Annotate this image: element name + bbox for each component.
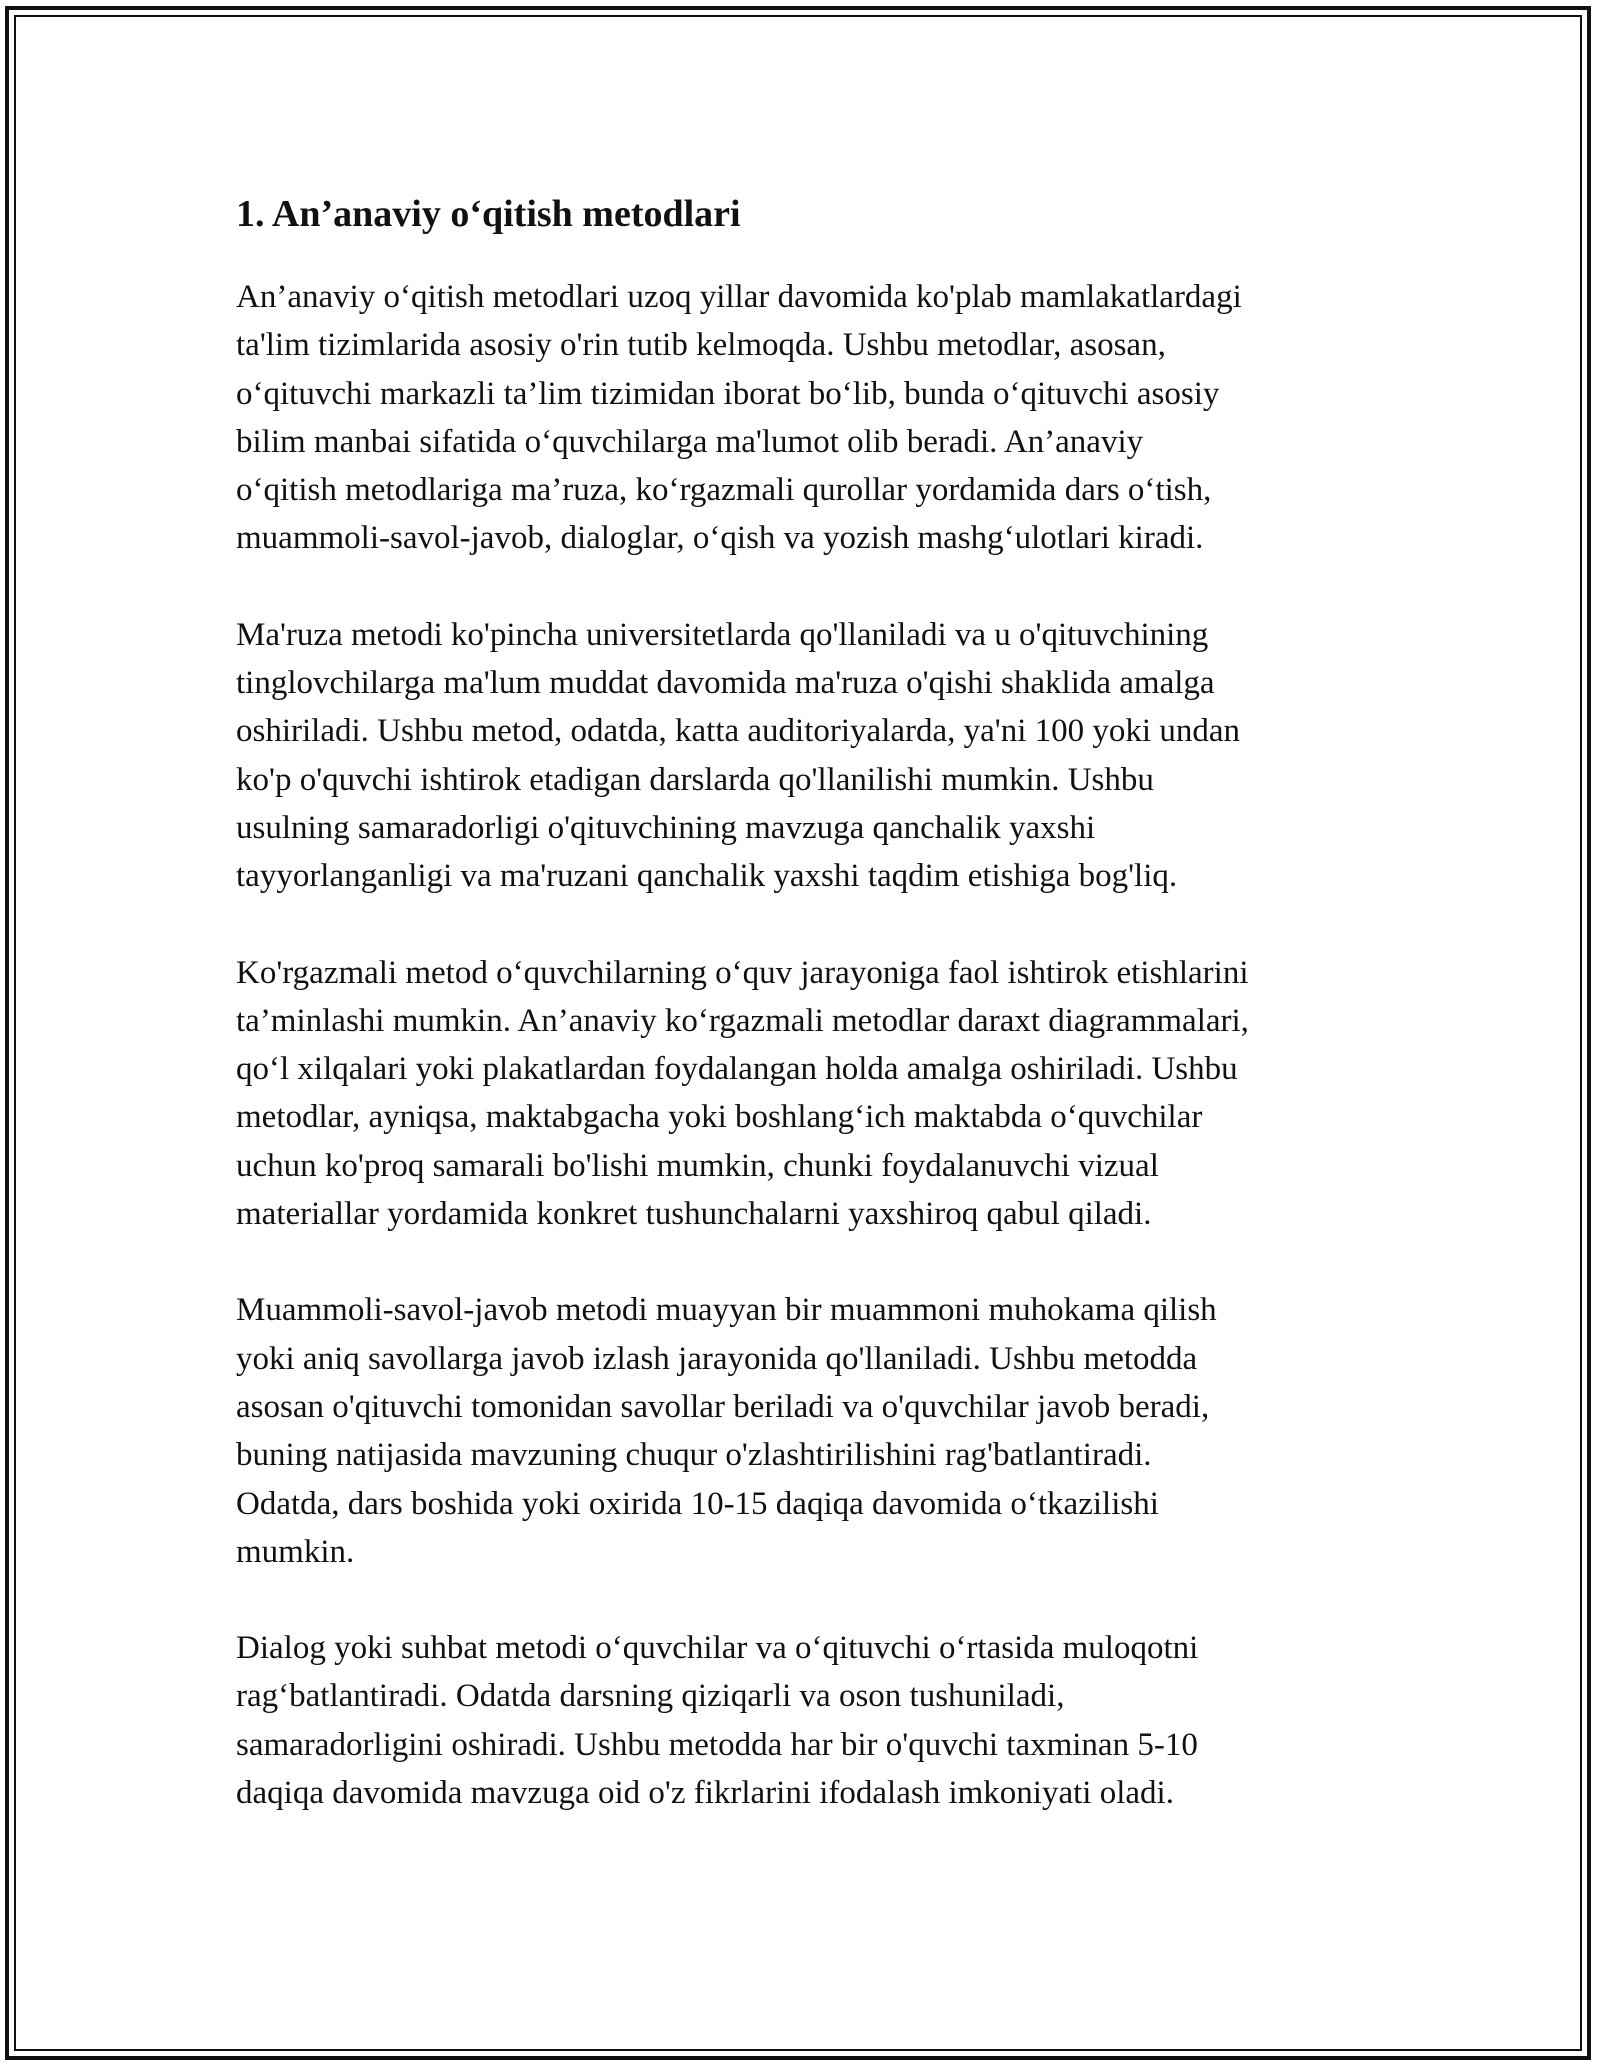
paragraph-problem-question-method: Muammoli-savol-javob metodi muayyan bir muammoni muhokama qilish yoki aniq savollarga javob izlash jarayonida qo'llaniladi. Ushbu metodda asosan o'qituvchi tomonidan savollar beriladi va o'quvchilar javob beradi, buning natijasida mavzuning chuqur o'zlashtirilishini rag'batlantiradi. Odatda, dars boshida yoki oxirida 10-15 daqiqa davomida o‘tkazilishi mumkin.	[236, 1292, 1217, 1570]
paragraph-visual-method: Ko'rgazmali metod o‘quvchilarning o‘quv jarayoniga faol ishtirok etishlarini ta’minlashi mumkin. An’anaviy ko‘rgazmali metodlar daraxt diagrammalari, qo‘l xilqalari yoki plakatlardan foydalangan holda amalga oshiriladi. Ushbu metodlar, ayniqsa, maktabgacha yoki boshlang‘ich maktabda o‘quvchilar uchun ko'proq samarali bo'lishi mumkin, chunki foydalanuvchi vizual materiallar yordamida konkret tushunchalarni yaxshiroq qabul qiladi.	[236, 954, 1249, 1233]
paragraph-traditional-methods: An’anaviy o‘qitish metodlari uzoq yillar davomida ko'plab mamlakatlardagi ta'lim tizimlarida asosiy o'rin tutib kelmoqda. Ushbu metodlar, asosan, o‘qituvchi markazli ta’lim tizimidan iborat bo‘lib, bunda o‘qituvchi asosiy bilim manbai sifatida o‘quvchilarga ma'lumot olib beradi. An’anaviy o‘qitish metodlariga ma’ruza, ko‘rgazmali qurollar yordamida dars o‘tish, muammoli-savol-javob, dialoglar, o‘qish va yozish mashg‘ulotlari kiradi.	[236, 279, 1242, 557]
paragraph-dialog-method: Dialog yoki suhbat metodi o‘quvchilar va o‘qituvchi o‘rtasida muloqotni rag‘batlantiradi. Odatda darsning qiziqarli va oson tushuniladi, samaradorligini oshiradi. Ushbu metodda har bir o'quvchi taxminan 5-10 daqiqa davomida mavzuga oid o'z fikrlarini ifodalash imkoniyati oladi.	[236, 1630, 1199, 1812]
document-body	[236, 185, 1386, 1865]
paragraph-lecture-method: Ma'ruza metodi ko'pincha universitetlarda qo'llaniladi va u o'qituvchining tinglovchilarga ma'lum muddat davomida ma'ruza o'qishi shaklida amalga oshiriladi. Ushbu metod, odatda, katta auditoriyalarda, ya'ni 100 yoki undan ko'p o'quvchi ishtirok etadigan darslarda qo'llanilishi mumkin. Ushbu usulning samaradorligi o'qituvchining mavzuga qanchalik yaxshi tayyorlanganligi va ma'ruzani qanchalik yaxshi taqdim etishiga bog'liq.	[236, 616, 1240, 895]
section-heading: 1. An’anaviy o‘qitish metodlari	[236, 193, 741, 235]
